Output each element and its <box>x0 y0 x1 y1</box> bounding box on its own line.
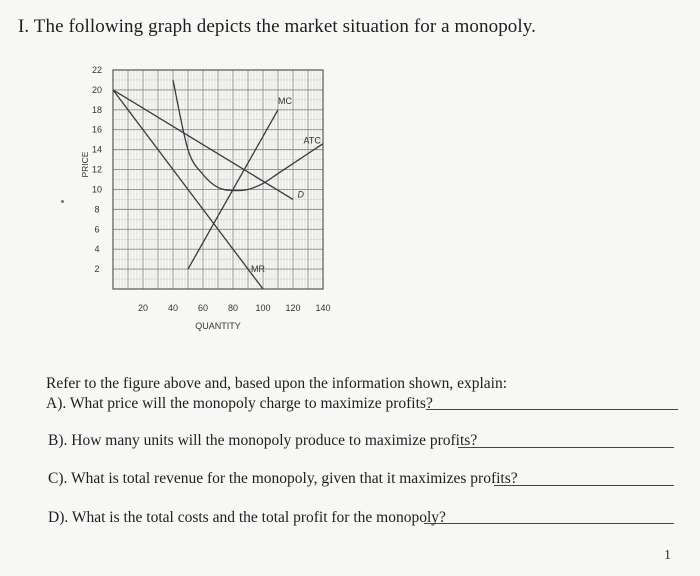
x-tick-label: 20 <box>137 303 149 313</box>
instructions <box>46 374 507 414</box>
answer-line-d[interactable] <box>424 523 674 524</box>
y-tick-label: 8 <box>94 204 100 215</box>
x-tick-label: 80 <box>227 303 239 313</box>
y-tick-label: 4 <box>94 244 100 255</box>
x-tick-label: 60 <box>197 303 209 313</box>
series-label-mr: MR <box>251 264 265 275</box>
series-label-atc: ATC <box>303 135 321 146</box>
question-d: D). What is the total costs and the total profit for the monopoly? <box>48 509 446 526</box>
question-b: B). How many units will the monopoly produce to maximize profits? <box>48 432 478 449</box>
series-label-d: D <box>297 189 304 200</box>
y-tick-label: 18 <box>91 104 103 115</box>
y-tick-label: 16 <box>91 124 103 135</box>
answer-line-a[interactable] <box>426 409 678 410</box>
page-title: I. The following graph depicts the market situation for a monopoly. <box>18 16 537 37</box>
page-number: 1 <box>664 548 671 563</box>
series-label-mc: MC <box>278 95 292 106</box>
intro-text: Refer to the figure above and, based upon the information shown, explain: <box>46 375 507 392</box>
x-tick-label: 100 <box>255 303 271 313</box>
monopoly-chart <box>60 50 360 350</box>
x-tick-label: 140 <box>315 303 331 313</box>
y-tick-label: 12 <box>91 164 103 175</box>
y-tick-label: 22 <box>91 65 103 75</box>
question-a: A). What price will the monopoly charge to maximize profits? <box>46 395 433 412</box>
question-c: C). What is total revenue for the monopoly, given that it maximizes profits? <box>48 470 518 487</box>
x-axis-label: QUANTITY <box>195 321 241 331</box>
y-axis-label: PRICE <box>80 151 90 178</box>
y-tick-label: 2 <box>94 264 100 275</box>
answer-line-c[interactable] <box>494 485 674 486</box>
y-tick-label: 6 <box>94 224 100 235</box>
x-tick-label: 120 <box>285 303 301 313</box>
answer-line-b[interactable] <box>458 447 674 448</box>
stray-mark <box>61 200 64 203</box>
x-tick-label: 40 <box>167 303 179 313</box>
y-tick-label: 14 <box>91 144 103 155</box>
chart-svg <box>60 50 360 350</box>
y-tick-label: 10 <box>91 184 103 195</box>
y-tick-label: 20 <box>91 84 103 95</box>
